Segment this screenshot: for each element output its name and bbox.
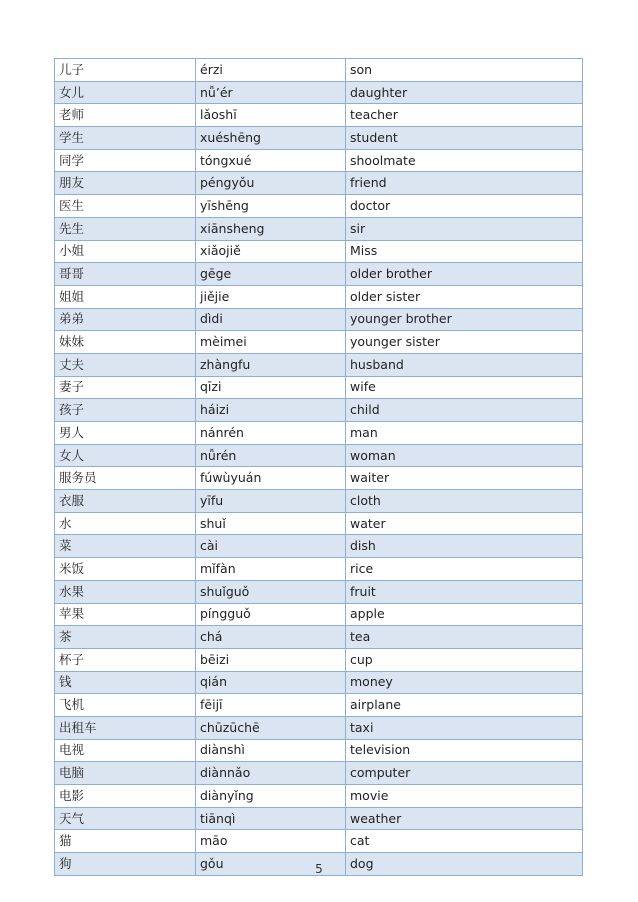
hanzi-cell: 水果 [55, 580, 196, 603]
hanzi-cell: 同学 [55, 149, 196, 172]
table-row [55, 81, 583, 104]
pinyin-cell: péngyǒu [196, 172, 346, 195]
table-row [55, 535, 583, 558]
hanzi-cell: 妹妹 [55, 331, 196, 354]
english-cell: fruit [346, 580, 583, 603]
pinyin-cell: háizi [196, 399, 346, 422]
english-cell: waiter [346, 467, 583, 490]
english-cell: wife [346, 376, 583, 399]
table-row [55, 59, 583, 82]
hanzi-cell: 狗 [55, 853, 196, 876]
table-row [55, 149, 583, 172]
table-row [55, 308, 583, 331]
english-cell: daughter [346, 81, 583, 104]
pinyin-cell: shuǐ [196, 512, 346, 535]
english-cell: weather [346, 807, 583, 830]
pinyin-cell: lǎoshī [196, 104, 346, 127]
table-row [55, 739, 583, 762]
table-row [55, 467, 583, 490]
pinyin-cell: xuéshēng [196, 127, 346, 150]
table-row [55, 603, 583, 626]
table-row [55, 626, 583, 649]
hanzi-cell: 女人 [55, 444, 196, 467]
pinyin-cell: zhàngfu [196, 353, 346, 376]
pinyin-cell: píngguǒ [196, 603, 346, 626]
pinyin-cell: tóngxué [196, 149, 346, 172]
pinyin-cell: diànyǐng [196, 785, 346, 808]
english-cell: younger sister [346, 331, 583, 354]
pinyin-cell: érzi [196, 59, 346, 82]
hanzi-cell: 服务员 [55, 467, 196, 490]
table-row [55, 195, 583, 218]
pinyin-cell: gǒu [196, 853, 346, 876]
hanzi-cell: 弟弟 [55, 308, 196, 331]
table-row [55, 285, 583, 308]
table-row [55, 263, 583, 286]
english-cell: sir [346, 217, 583, 240]
hanzi-cell: 小姐 [55, 240, 196, 263]
table-row [55, 399, 583, 422]
pinyin-cell: gēge [196, 263, 346, 286]
english-cell: teacher [346, 104, 583, 127]
table-row [55, 830, 583, 853]
hanzi-cell: 菜 [55, 535, 196, 558]
pinyin-cell: qīzi [196, 376, 346, 399]
hanzi-cell: 米饭 [55, 558, 196, 581]
hanzi-cell: 电影 [55, 785, 196, 808]
english-cell: water [346, 512, 583, 535]
table-row [55, 490, 583, 513]
english-cell: husband [346, 353, 583, 376]
pinyin-cell: dìdi [196, 308, 346, 331]
english-cell: rice [346, 558, 583, 581]
hanzi-cell: 杯子 [55, 648, 196, 671]
hanzi-cell: 朋友 [55, 172, 196, 195]
table-row [55, 716, 583, 739]
pinyin-cell: xiānsheng [196, 217, 346, 240]
pinyin-cell: mèimei [196, 331, 346, 354]
english-cell: apple [346, 603, 583, 626]
english-cell: older brother [346, 263, 583, 286]
pinyin-cell: tiānqì [196, 807, 346, 830]
pinyin-cell: yīfu [196, 490, 346, 513]
hanzi-cell: 老师 [55, 104, 196, 127]
hanzi-cell: 衣服 [55, 490, 196, 513]
english-cell: older sister [346, 285, 583, 308]
english-cell: student [346, 127, 583, 150]
table-row [55, 671, 583, 694]
hanzi-cell: 茶 [55, 626, 196, 649]
english-cell: younger brother [346, 308, 583, 331]
vocabulary-table-body [55, 59, 583, 876]
table-row [55, 127, 583, 150]
english-cell: airplane [346, 694, 583, 717]
pinyin-cell: diànshì [196, 739, 346, 762]
table-row [55, 648, 583, 671]
hanzi-cell: 天气 [55, 807, 196, 830]
pinyin-cell: chūzūchē [196, 716, 346, 739]
english-cell: woman [346, 444, 583, 467]
table-row [55, 353, 583, 376]
table-row [55, 104, 583, 127]
hanzi-cell: 丈夫 [55, 353, 196, 376]
english-cell: friend [346, 172, 583, 195]
pinyin-cell: nǚ’ér [196, 81, 346, 104]
pinyin-cell: diànnǎo [196, 762, 346, 785]
pinyin-cell: nánrén [196, 422, 346, 445]
vocabulary-table [54, 58, 583, 876]
hanzi-cell: 哥哥 [55, 263, 196, 286]
english-cell: cup [346, 648, 583, 671]
pinyin-cell: xiǎojiě [196, 240, 346, 263]
table-row [55, 762, 583, 785]
hanzi-cell: 姐姐 [55, 285, 196, 308]
english-cell: computer [346, 762, 583, 785]
english-cell: cloth [346, 490, 583, 513]
english-cell: son [346, 59, 583, 82]
pinyin-cell: nǚrén [196, 444, 346, 467]
english-cell: dish [346, 535, 583, 558]
table-row [55, 422, 583, 445]
english-cell: tea [346, 626, 583, 649]
pinyin-cell: bēizi [196, 648, 346, 671]
english-cell: man [346, 422, 583, 445]
hanzi-cell: 电视 [55, 739, 196, 762]
hanzi-cell: 医生 [55, 195, 196, 218]
english-cell: child [346, 399, 583, 422]
pinyin-cell: qián [196, 671, 346, 694]
pinyin-cell: chá [196, 626, 346, 649]
pinyin-cell: cài [196, 535, 346, 558]
table-row [55, 172, 583, 195]
hanzi-cell: 学生 [55, 127, 196, 150]
hanzi-cell: 男人 [55, 422, 196, 445]
pinyin-cell: mǐfàn [196, 558, 346, 581]
english-cell: shoolmate [346, 149, 583, 172]
table-row [55, 331, 583, 354]
table-row [55, 444, 583, 467]
hanzi-cell: 飞机 [55, 694, 196, 717]
hanzi-cell: 女儿 [55, 81, 196, 104]
pinyin-cell: māo [196, 830, 346, 853]
english-cell: doctor [346, 195, 583, 218]
hanzi-cell: 出租车 [55, 716, 196, 739]
hanzi-cell: 电脑 [55, 762, 196, 785]
hanzi-cell: 妻子 [55, 376, 196, 399]
table-row [55, 580, 583, 603]
page-number: 5 [315, 862, 323, 876]
pinyin-cell: yīshēng [196, 195, 346, 218]
table-row [55, 240, 583, 263]
table-row [55, 694, 583, 717]
english-cell: television [346, 739, 583, 762]
english-cell: money [346, 671, 583, 694]
pinyin-cell: fúwùyuán [196, 467, 346, 490]
hanzi-cell: 儿子 [55, 59, 196, 82]
table-row [55, 376, 583, 399]
english-cell: movie [346, 785, 583, 808]
pinyin-cell: jiějie [196, 285, 346, 308]
table-row [55, 807, 583, 830]
english-cell: Miss [346, 240, 583, 263]
hanzi-cell: 先生 [55, 217, 196, 240]
english-cell: cat [346, 830, 583, 853]
english-cell: dog [346, 853, 583, 876]
pinyin-cell: shuǐguǒ [196, 580, 346, 603]
hanzi-cell: 苹果 [55, 603, 196, 626]
english-cell: taxi [346, 716, 583, 739]
table-row [55, 217, 583, 240]
hanzi-cell: 水 [55, 512, 196, 535]
hanzi-cell: 猫 [55, 830, 196, 853]
table-row [55, 512, 583, 535]
hanzi-cell: 钱 [55, 671, 196, 694]
table-row [55, 785, 583, 808]
pinyin-cell: fēijī [196, 694, 346, 717]
hanzi-cell: 孩子 [55, 399, 196, 422]
table-row [55, 558, 583, 581]
